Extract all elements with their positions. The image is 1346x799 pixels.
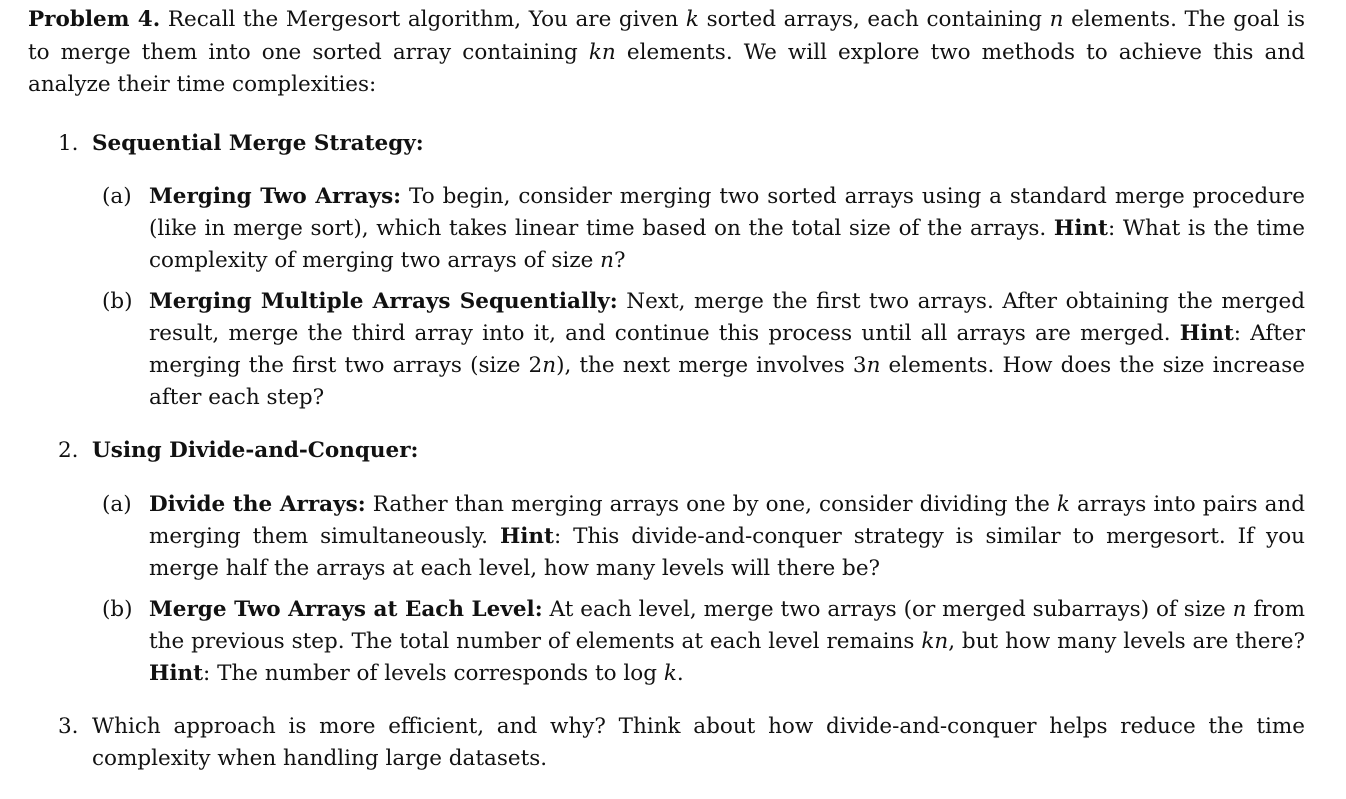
sub-item-text: arrays into pairs and merging them simultaneously. (149, 491, 1305, 549)
hint-label: Hint (1179, 321, 1234, 346)
hint-label: Hint (1053, 216, 1108, 241)
list-item-2 (28, 435, 1305, 468)
sub-item-label: (b) (102, 289, 133, 314)
sub-item-1a (28, 181, 1305, 277)
item-text: Which approach is more efficient, and why? Think about how divide-and-conquer helps reduce the time complexity when handling large datasets. (92, 713, 1305, 771)
sub-item-text: from the previous step. The total number of elements at each level remains (149, 596, 1306, 654)
hint-label: Hint (149, 660, 204, 686)
sub-item-text: , but how many levels are there? (948, 628, 1306, 654)
math-kn: kn (588, 39, 616, 65)
math-n: n (866, 353, 881, 378)
sub-item-label: (b) (102, 596, 133, 622)
sub-item-label: (a) (102, 184, 132, 209)
item-number: 3. (58, 713, 79, 739)
sub-item-title: Merging Multiple Arrays Sequentially: (149, 289, 618, 314)
item-title: Using Divide-and-Conquer: (92, 438, 419, 463)
math-kn: kn (921, 628, 949, 654)
intro-text-3: elements. The goal is to merge them into one sorted array containing (28, 7, 1306, 65)
intro-text-2: sorted arrays, each containing (698, 7, 1050, 32)
sub-item-text: Rather than merging arrays one by one, consider dividing the (365, 491, 1057, 517)
sub-item-label: (a) (102, 491, 132, 517)
sub-item-text: At each level, merge two arrays (or merged subarrays) of size (542, 596, 1233, 622)
sub-item-text: Next, merge the first two arrays. After obtaining the merged result, merge the third array into it, and continue this process until all arrays are merged. (149, 289, 1305, 346)
hint-label: Hint (499, 523, 554, 549)
item-number: 1. (58, 130, 79, 156)
sub-item-title: Merge Two Arrays at Each Level: (149, 596, 543, 622)
sub-item-title: Merging Two Arrays: (149, 184, 402, 209)
problem-heading: Problem 4. (28, 7, 161, 32)
sub-item-text: elements. How does the size increase after each step? (149, 353, 1305, 410)
math-n: n (600, 248, 614, 273)
math-k: k (1056, 491, 1070, 517)
list-item-1 (28, 128, 1305, 161)
sub-item-text: To begin, consider merging two sorted arrays using a standard merge procedure (like in merge sort), which takes linear time based on the total size of the arrays. (149, 184, 1305, 241)
sub-item-text: ), the next merge involves 3 (556, 353, 867, 378)
sub-item-2b (28, 594, 1305, 690)
math-n: n (542, 353, 557, 378)
sub-item-text: . (676, 660, 684, 686)
sub-item-text: ? (613, 248, 626, 273)
sub-item-title: Divide the Arrays: (149, 491, 366, 517)
problem-document (28, 4, 1305, 776)
math-n: n (1049, 7, 1064, 32)
intro-text-4: elements. We will explore two methods to achieve this and analyze their time complexities: (28, 39, 1305, 97)
math-k: k (663, 660, 677, 686)
sub-item-text: : After merging the first two arrays (size 2 (149, 321, 1305, 378)
math-n: n (1232, 596, 1247, 622)
problem-intro (28, 4, 1305, 102)
sub-item-text: : What is the time complexity of merging two arrays of size (149, 216, 1305, 273)
item-title: Sequential Merge Strategy: (92, 130, 424, 156)
sub-item-text: : The number of levels corresponds to log (203, 660, 664, 686)
intro-text-1: Recall the Mergesort algorithm, You are given (160, 7, 686, 32)
sub-item-1b (28, 286, 1305, 414)
list-item-3 (28, 711, 1305, 776)
sub-item-2a (28, 489, 1305, 585)
item-number: 2. (58, 438, 79, 463)
sub-item-text: : This divide-and-conquer strategy is similar to mergesort. If you merge half the arrays at each level, how many levels will there be? (149, 523, 1305, 581)
math-k: k (685, 7, 699, 32)
